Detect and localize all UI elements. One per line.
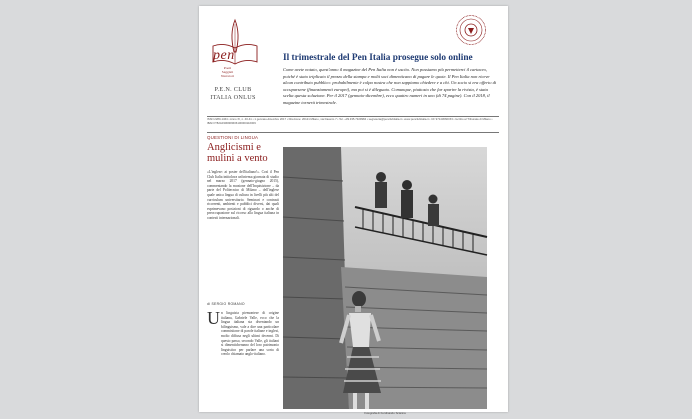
divider [207, 132, 499, 133]
cover-photo [283, 147, 487, 409]
drop-cap: U [207, 308, 220, 328]
article-byline: di SERGIO ROMANO [207, 302, 245, 306]
publication-meta: ISSN 2280-1464 • Anno XI, n. 40-41 • 1 gennaio-dicembre 2017 • Direzione: 20121 Milano, via Daverio 7 • Tel. +39.335.7329984 • segreteria@penclubitalia.it • www.penclubitalia.it • CF 97143660153 • Iscritto al Tribunale di Milano • IBAN IT82A0306909606100000116009 [207, 117, 493, 125]
logo-tagline: Poeti Saggisti Narratori [221, 66, 234, 78]
logo-word: pen [213, 48, 235, 63]
article-body-continued: n linguista piemontese di origine italiana, Gabriele Valle, ecco che la lingua italiana sta diventando un bilinguismo, vale a dire una particolare commistione di parole italiane e inglesi, molto diffusa negli ultimi decenni. Di questo passo, secondo Valle, gli italiani si dimenticheranno del loro patrimonio linguistico per parlare una sorta di creolo chiamato anglo-italiano. [221, 311, 279, 357]
photo-caption: Fotografia di Ferdinando Scianna [364, 411, 406, 415]
photo-illustration [283, 147, 487, 409]
section-label: QUESTIONI DI LINGUA [207, 135, 259, 140]
page-headline: Il trimestrale del Pen Italia prosegue solo online [283, 53, 473, 63]
pen-logo [207, 18, 263, 80]
intro-paragraph: Come avete notato, quest'anno il magazine del Pen Italia non è uscito. Non possiamo più permetterci il cartaceo, poiché è stato triplicato il prezzo della stampa e molti soci dimenticano di pagare le quote. Il Pen Italia non riceve alcun contributo pubblico: probabilmente è colpa nostra che non sappiamo chiedere e a chi. Un socio si era offerto di occuparsene (finanziamenti europei), ma poi si è dileguato. Comunque, piuttosto che far sparire la rivista, è stata scelta questa soluzione. Per il 2017 (gennaio-dicembre), ecco quattro numeri in uno (di 74 pagine). Con il 2018, il magazine tornerà trimestrale. [283, 67, 497, 105]
club-name: P.E.N. CLUB ITALIA ONLUS [210, 86, 256, 101]
newsletter-page [199, 6, 508, 415]
seal-emblem-icon [455, 14, 487, 46]
article-title: Anglicismi e mulini a vento [207, 142, 268, 164]
article-body: «L'inglese: ai poster dell'italiano!». Così il Pen Club Italia intitolava un'intensa giornata di studio nel marzo 2017 (gennaio-giugno 2015), commentando la mozione dell'Inquisizione – da parte del Politecnico di Milano – dell'inglese quale unica lingua di cultura in livelli più alti del curriculum universitario. Seminari e contrasti ricorrenti, ambienti e pubblici diversi, dai quali esprimevano posizioni di riguardo o anche di preoccupazione sul ricorso alla lingua italiana in contesti internazionali. [207, 170, 279, 220]
